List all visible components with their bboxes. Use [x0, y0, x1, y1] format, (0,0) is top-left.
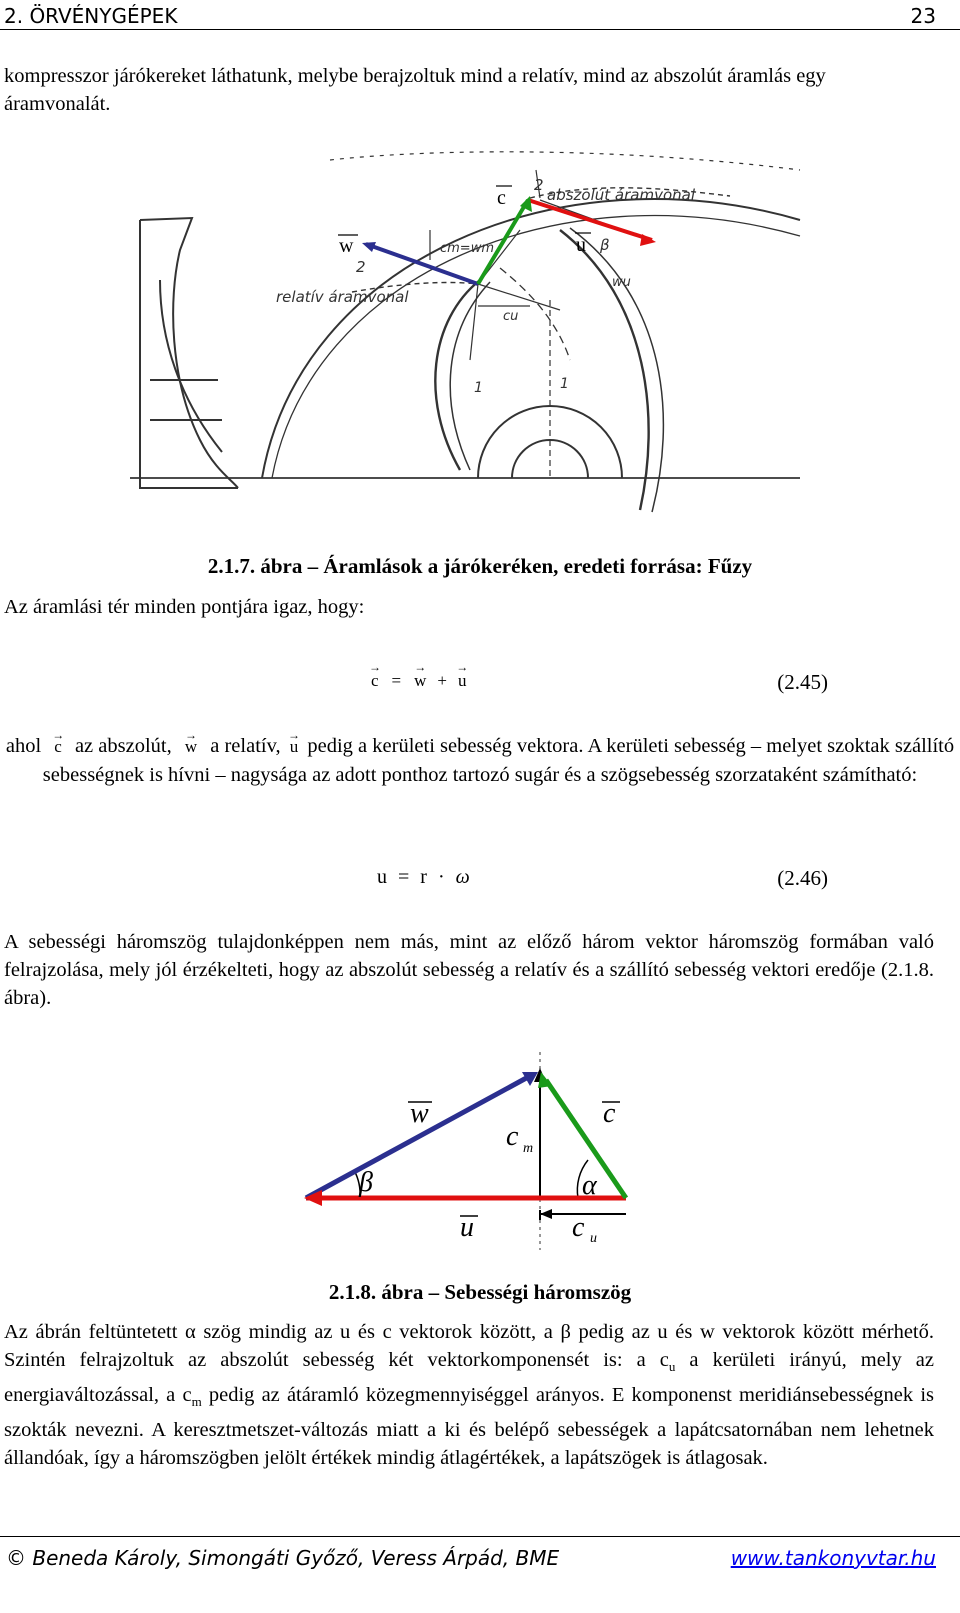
fig1-label-u: u: [576, 234, 586, 256]
fig1-label-c: c: [497, 187, 506, 209]
arrowhead-u: [640, 234, 656, 246]
p2-text-3: pedig a kerületi sebesség vektora.: [307, 735, 584, 757]
equation-2-46: [377, 866, 470, 889]
footer-rule: [0, 1536, 960, 1537]
page-footer: [0, 1532, 960, 1582]
p4-part-3: pedig az átáramló közegmennyiséggel arányos. E komponenst meridiánsebességnek is szokták nevezni. A keresztmetszet-változás miatt a ki és belépő sebességek a lapátcsatornában nem lehetnek állandóak, így a háromszögben jelölt értékek mindig átlagértékek, a lapátszögek is átlagosak.: [4, 1384, 934, 1470]
vector-u: [528, 200, 652, 240]
copyright-icon: ©: [6, 1546, 26, 1570]
eq246-u: u: [377, 866, 387, 888]
footer-website-link[interactable]: www.tankonyvtar.hu: [730, 1546, 936, 1570]
p4-sub-m: m: [191, 1394, 202, 1410]
header-rule: [0, 29, 960, 30]
eq245-equals: =: [391, 671, 402, 690]
p2-vec-w: → w: [183, 732, 199, 761]
fig1-hand-2-top: 2: [534, 176, 544, 194]
page-number: 23: [910, 4, 936, 28]
tri-label-cm: c: [506, 1121, 519, 1152]
paragraph-4: [4, 1318, 934, 1472]
eq245-plus: +: [437, 671, 448, 690]
fig1-hand-absolute: abszolút áramvonal: [547, 186, 695, 204]
tri-label-cu: c: [572, 1212, 585, 1243]
eq246-omega: ω: [455, 866, 470, 888]
fig1-hand-cmwm: cm=wm: [440, 241, 494, 256]
page-header: [0, 0, 960, 30]
fig1-hand-relative: relatív áramvonal: [276, 288, 409, 306]
eq246-r: r: [420, 866, 427, 888]
figure1-caption: 2.1.7. ábra – Áramlások a járókeréken, eredeti forrása: Fűzy: [207, 554, 753, 578]
fig1-hand-cu: cu: [503, 309, 519, 324]
fig1-hand-1-right: 1: [560, 376, 569, 392]
p4-part-1: Az ábrán feltüntetett α szög mindig az u és c vektorok között, a β pedig az u és w vektorok között mérhető. Szintén felrajzoltuk az abszolút sebesség két vektorkomponensét is: a c: [4, 1321, 934, 1371]
figure2-caption: 2.1.8. ábra – Sebességi háromszög: [328, 1280, 632, 1304]
paragraph-2: [0, 732, 960, 790]
fig1-hand-1-left: 1: [474, 380, 483, 396]
p2-ahol: ahol: [5, 735, 42, 757]
tri-label-cu-sub: u: [590, 1231, 597, 1246]
p2-vec-c: → c: [52, 732, 64, 761]
fig1-label-w: w: [339, 235, 354, 257]
p4-part-2: a kerületi irányú, mely az energiaváltozással, a c: [4, 1349, 934, 1407]
figure-velocity-triangle: [280, 1040, 680, 1260]
equation-number-2-45: (2.45): [777, 670, 828, 694]
tri-label-beta: β: [359, 1167, 373, 1198]
p2-vec-u: → u: [288, 732, 301, 761]
figure-impeller: [100, 140, 820, 520]
p2-text-2: a relatív,: [210, 735, 281, 757]
tri-label-alpha: α: [582, 1170, 597, 1201]
eq245-c: → c: [369, 671, 381, 691]
cu-arrowhead: [540, 1209, 552, 1219]
intro-paragraph: kompresszor járókereket láthatunk, melybe berajzoltuk mind a relatív, mind az abszolút áramlás egy áramvonalát.: [4, 65, 826, 115]
equation-2-45: [369, 669, 469, 692]
equation-number-2-46: (2.46): [777, 866, 828, 890]
p2-text-1: az abszolút,: [74, 735, 172, 757]
paragraph-1: Az áramlási tér minden pontjára igaz, hogy:: [4, 596, 365, 618]
arrowhead-w: [362, 242, 376, 252]
paragraph-3: A sebességi háromszög tulajdonképpen nem más, mint az előző három vektor háromszög formában való felrajzolása, mely jól érzékelteti, hogy az abszolút sebesség a relatív és a szállító sebesség vektori eredője (2.1.8. ábra).: [4, 931, 934, 1009]
eq245-u: → u: [456, 671, 469, 691]
eq245-w: → w: [412, 671, 428, 691]
tri-label-c: c: [603, 1098, 616, 1129]
p4-sub-u: u: [668, 1359, 676, 1375]
triangle-w: [306, 1076, 530, 1198]
authors-text: Beneda Károly, Simongáti Győző, Veress Árpád, BME: [32, 1546, 560, 1570]
chapter-title: 2. ÖRVÉNYGÉPEK: [4, 4, 178, 28]
eq246-equals: =: [398, 866, 410, 888]
tri-label-w: w: [410, 1098, 429, 1129]
tri-label-u: u: [460, 1212, 474, 1243]
p2-text-4: A kerületi sebesség – melyet szoktak szállító sebességnek is hívni – nagysága az adott ponthoz tartozó sugár és a szögsebesség szorzataként számítható:: [42, 735, 955, 786]
fig1-hand-2-left: 2: [356, 258, 366, 276]
impeller-drawing: [130, 152, 800, 512]
tri-label-cm-sub: m: [523, 1141, 534, 1156]
footer-authors: [6, 1546, 559, 1570]
eq246-dot: ·: [437, 866, 445, 888]
fig1-hand-wu: wu: [612, 275, 631, 290]
fig1-hand-beta: β: [600, 236, 610, 254]
